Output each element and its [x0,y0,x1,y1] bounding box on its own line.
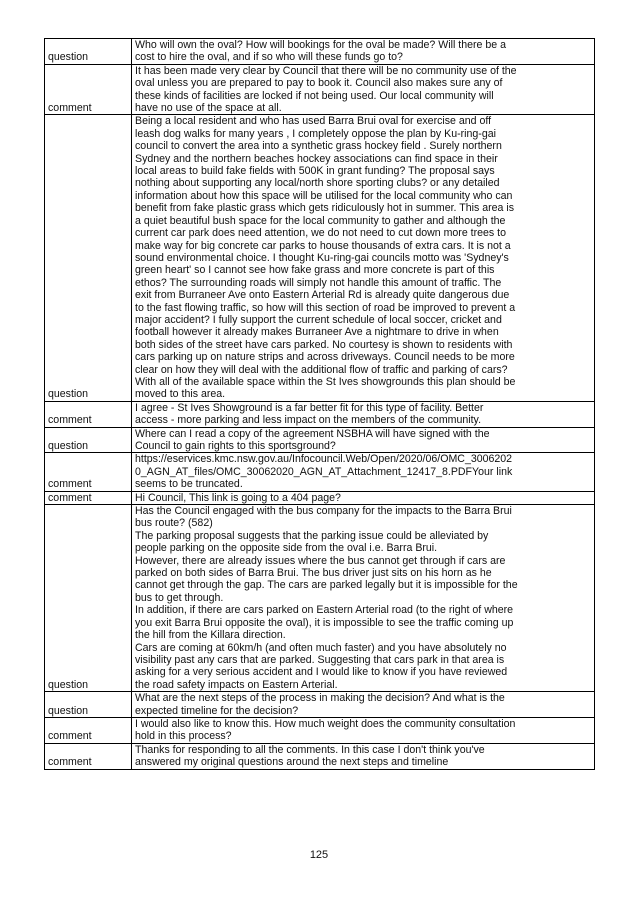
row-type: comment [45,491,132,504]
table-row [45,717,595,743]
row-text: Who will own the oval? How will bookings for the oval be made? Will there be a cost to hire the oval, and if so who will these funds go to? [132,39,595,65]
row-type: question [45,427,132,453]
table-row [45,453,595,491]
row-text: It has been made very clear by Council that there will be no community use of the oval unless you are prepared to pay to book it. Council also makes sure any of these kinds of facilities are locked if not being used. Our local community will have no use of the space at all. [132,64,595,115]
row-text: What are the next steps of the process in making the decision? And what is the expected timeline for the decision? [132,692,595,718]
table-row [45,505,595,692]
comments-table-container [44,38,595,770]
row-text: I would also like to know this. How much weight does the community consultation hold in this process? [132,717,595,743]
row-type: comment [45,453,132,491]
row-type: question [45,505,132,692]
row-text: Thanks for responding to all the comments. In this case I don't think you've answered my original questions around the next steps and timeline [132,743,595,769]
row-type: question [45,115,132,401]
table-row [45,491,595,504]
row-text: https://eservices.kmc.nsw.gov.au/Infocouncil.Web/Open/2020/06/OMC_3006202 0_AGN_AT_files/OMC_30062020_AGN_AT_Attachment_12417_8.PDFYour link seems to be truncated. [132,453,595,491]
row-type: question [45,692,132,718]
page-number: 125 [309,849,329,861]
table-row [45,427,595,453]
row-text: Hi Council, This link is going to a 404 page? [132,491,595,504]
table-row [45,692,595,718]
row-type: comment [45,717,132,743]
row-text: Being a local resident and who has used Barra Brui oval for exercise and off leash dog walks for many years , I completely oppose the plan by Ku-ring-gai council to convert the area into a synthetic grass hockey field . Surely northern Sydney and the northern beaches hockey associations can find space in their local areas to build fake fields with 500K in grant funding? The proposal says nothing about supporting any local/north shore sporting clubs? or any detailed information about how this space will be utilised for the local community who can benefit from fake plastic grass which gets ridiculously hot in summer. This area is a quiet beautiful bush space for the local community to gather and although the current car park does need attention, we do not need to cut down more trees to make way for big concrete car parks to house thousands of extra cars. It is not a sound environmental choice. I thought Ku-ring-gai councils motto was 'Sydney's green heart' so I cannot see how fake grass and more concrete is part of this ethos? The surrounding roads will simply not handle this amount of traffic. The exit from Burraneer Ave onto Eastern Arterial Rd is already quite dangerous due to the fast flowing traffic, so how will this section of road be improved to prevent a major accident? I fully support the current schedule of local soccer, cricket and football however it already makes Burraneer Ave a nightmare to drive in when both sides of the street have cars parked. No courtesy is shown to residents with cars parking up on nature strips and across driveways. Council needs to be more clear on how they will deal with the additional flow of traffic and parking of cars? With all of the available space within the St Ives showgrounds this plan should be moved to this area. [132,115,595,401]
table-row [45,64,595,115]
row-text: I agree - St Ives Showground is a far better fit for this type of facility. Better access - more parking and less impact on the members of the community. [132,401,595,427]
row-type: comment [45,743,132,769]
row-type: comment [45,401,132,427]
table-row [45,401,595,427]
table-row [45,743,595,769]
table-row [45,115,595,401]
row-text: Has the Council engaged with the bus company for the impacts to the Barra Brui bus route? (582) The parking proposal suggests that the parking issue could be alleviated by people parking on the opposite side from the oval i.e. Barra Brui. However, there are already issues where the bus cannot get through if cars are parked on both sides of Barra Brui. The bus driver just sits on his horn as he cannot get through the gap. The cars are parked legally but it is impossible for the bus to get through. In addition, if there are cars parked on Eastern Arterial road (to the right of where you exit Barra Brui opposite the oval), it is impossible to see the traffic coming up the hill from the Killara direction. Cars are coming at 60km/h (and often much faster) and you have absolutely no visibility past any cars that are parked. Suggesting that cars park in that area is asking for a very serious accident and I would like to know if you have reviewed the road safety impacts on Eastern Arterial. [132,505,595,692]
row-type: comment [45,64,132,115]
table-row [45,39,595,65]
comments-table [44,38,595,770]
row-type: question [45,39,132,65]
row-text: Where can I read a copy of the agreement NSBHA will have signed with the Council to gain rights to this sportsground? [132,427,595,453]
